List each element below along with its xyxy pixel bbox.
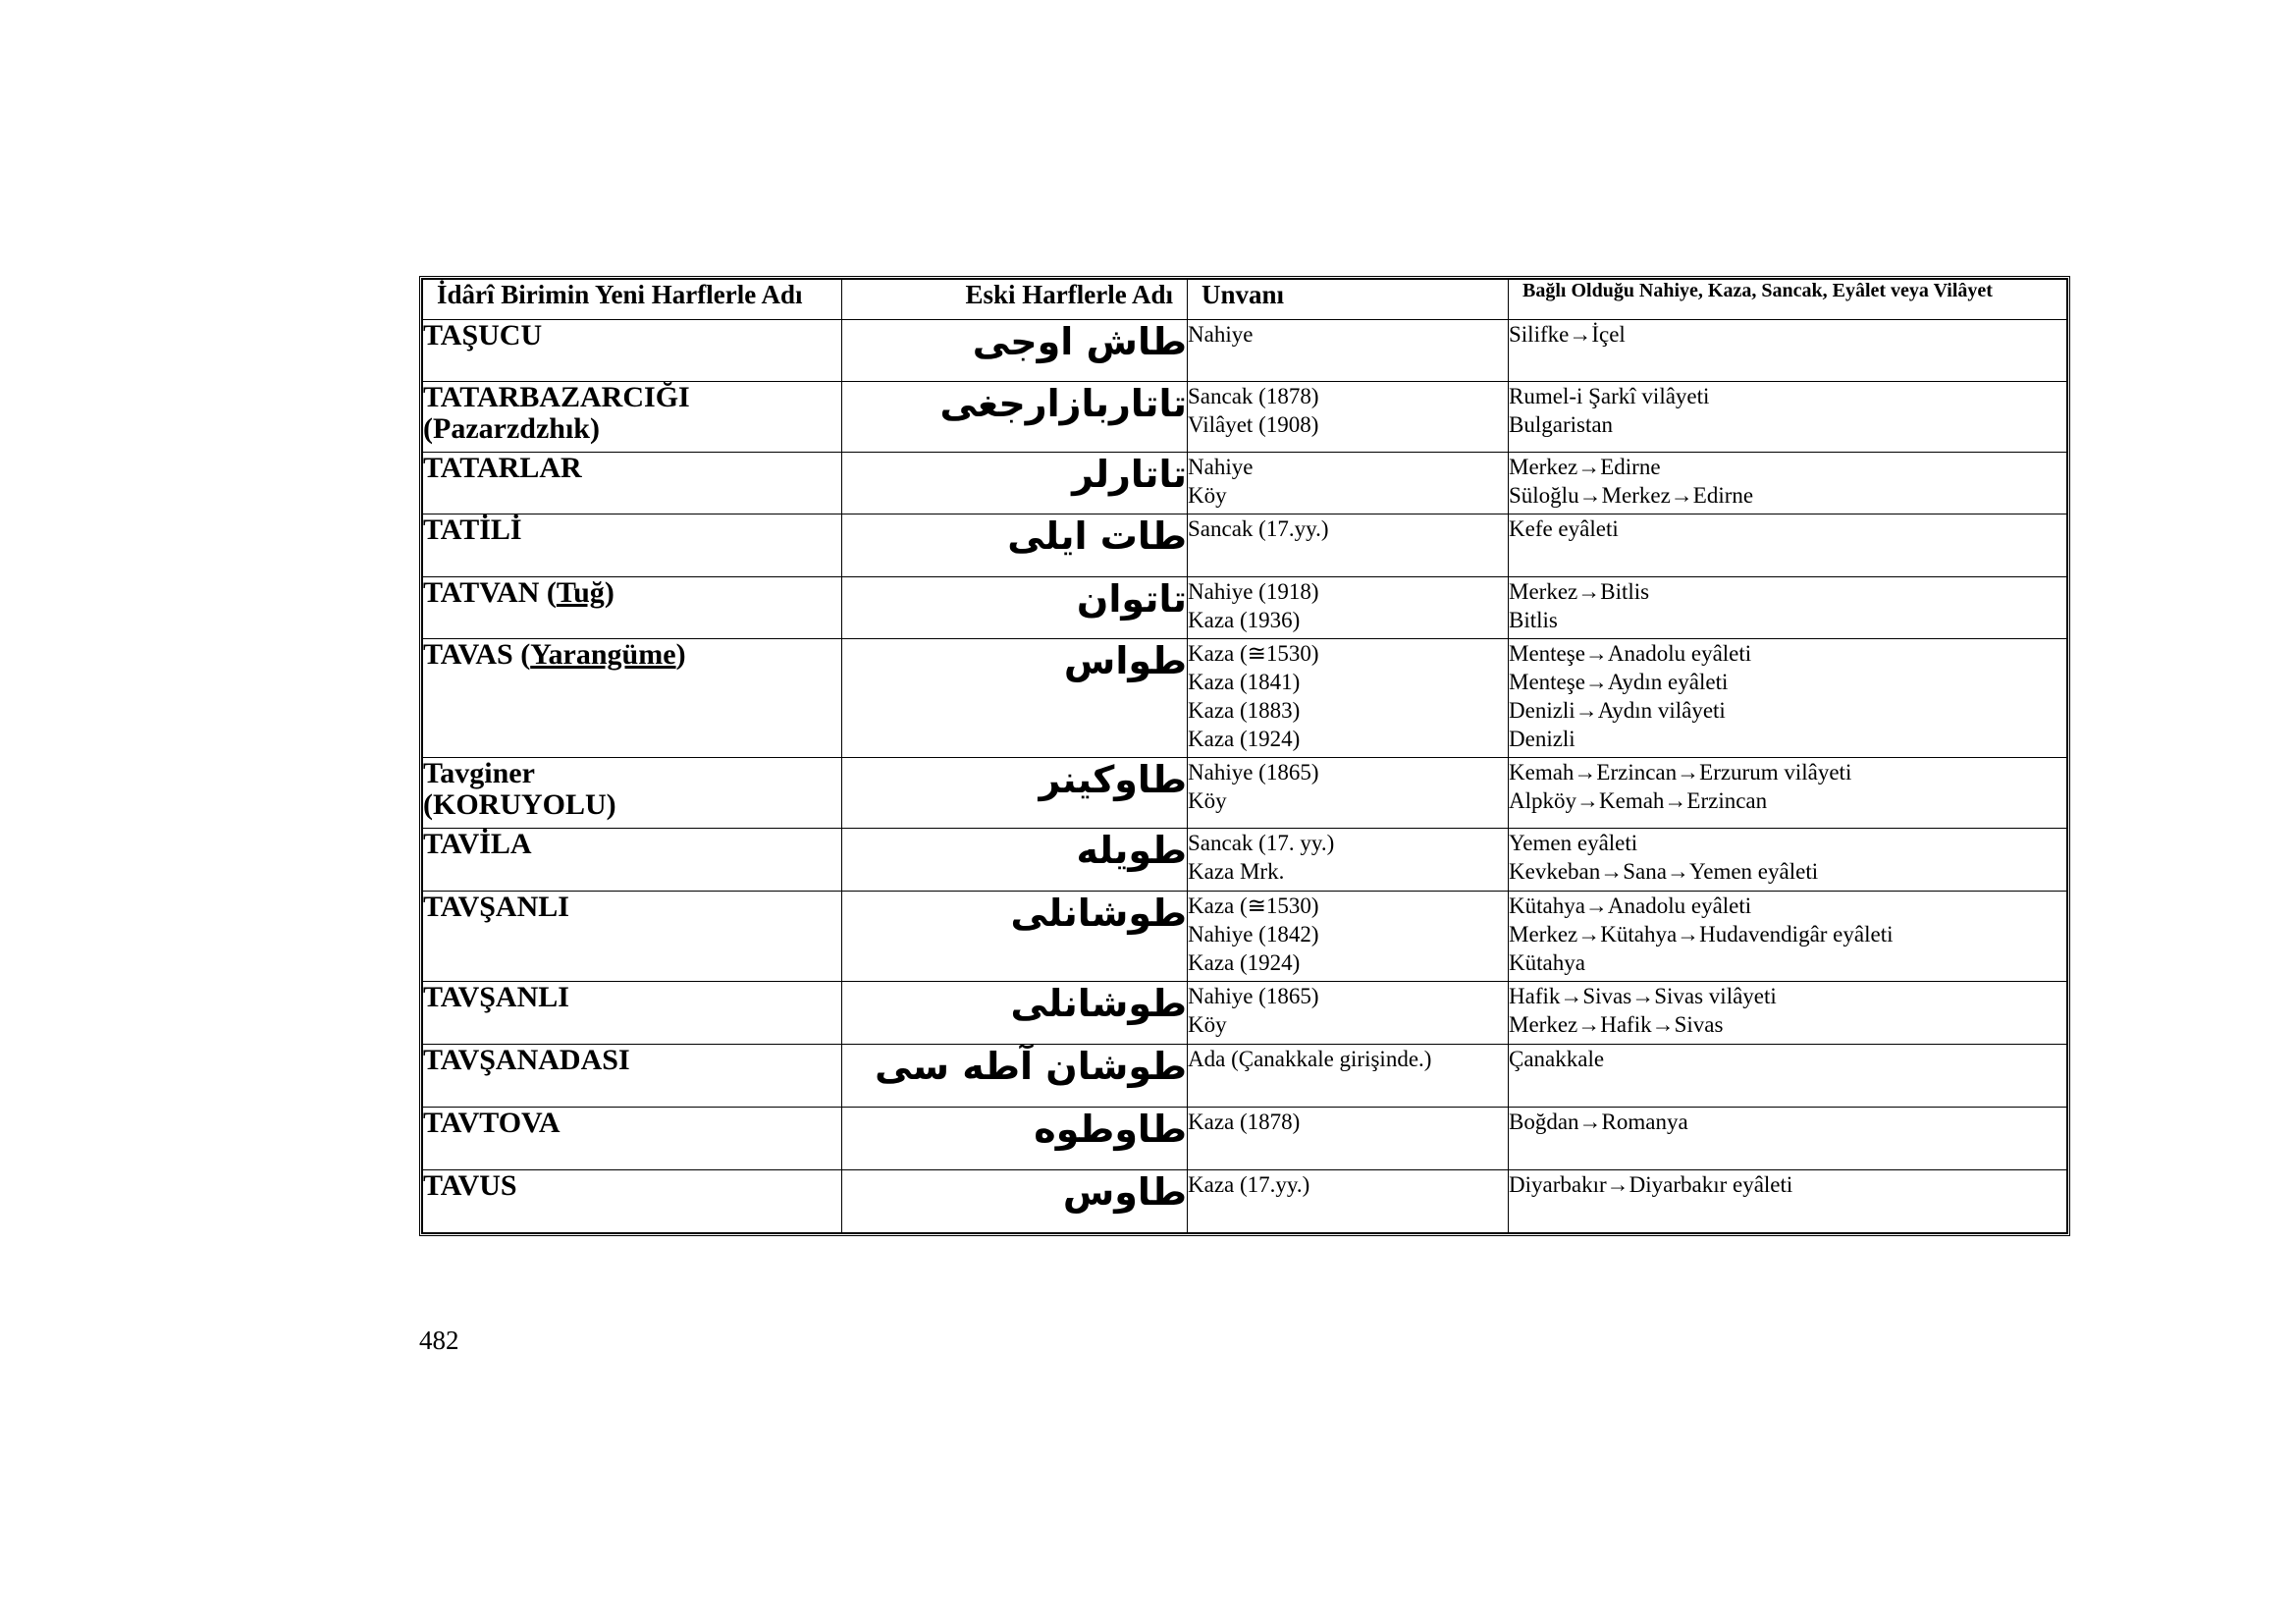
- header-row: [423, 280, 2067, 320]
- affiliation-line: Merkez→Hafik→Sivas: [1509, 1012, 1724, 1037]
- affiliation-line: Silifke→İçel: [1509, 322, 1626, 347]
- cell-new-name: [423, 514, 842, 577]
- cell-title: [1188, 1170, 1509, 1233]
- cell-affiliation: [1509, 1108, 2067, 1170]
- cell-old-name: طات ایلی: [842, 514, 1188, 577]
- title-line: Kaza (1841): [1188, 670, 1301, 694]
- title-line: Sancak (17.yy.): [1188, 516, 1329, 541]
- new-name-text: TAVAS (: [423, 638, 531, 671]
- table-row: [423, 829, 2067, 892]
- cell-new-name: [423, 453, 842, 514]
- cell-new-name: [423, 1108, 842, 1170]
- table-row: [423, 758, 2067, 829]
- affiliation-line: Çanakkale: [1509, 1047, 1605, 1071]
- cell-old-name: طوشانلی: [842, 892, 1188, 982]
- affiliation-line: Menteşe→Aydın eyâleti: [1509, 670, 1729, 694]
- cell-title: [1188, 514, 1509, 577]
- cell-affiliation: [1509, 758, 2067, 829]
- name-paren-close: ): [675, 638, 686, 671]
- cell-title: [1188, 639, 1509, 758]
- cell-old-name: طواس: [842, 639, 1188, 758]
- title-line: Kaza (1878): [1188, 1110, 1301, 1134]
- new-name-text: TAVŞANLI: [423, 981, 569, 1013]
- affiliation-line: Merkez→Kütahya→Hudavendigâr eyâleti: [1509, 922, 1894, 947]
- affiliation-line: Merkez→Bitlis: [1509, 579, 1650, 604]
- new-name-text: TATİLİ: [423, 514, 522, 546]
- cell-title: [1188, 758, 1509, 829]
- affiliation-line: Merkez→Edirne: [1509, 455, 1661, 479]
- cell-affiliation: [1509, 577, 2067, 639]
- title-line: Kaza Mrk.: [1188, 859, 1285, 884]
- cell-new-name: [423, 1170, 842, 1233]
- cell-affiliation: [1509, 1170, 2067, 1233]
- cell-affiliation: [1509, 982, 2067, 1045]
- table-body: [423, 320, 2067, 1233]
- table-row: [423, 892, 2067, 982]
- cell-title: [1188, 453, 1509, 514]
- cell-old-name: تاتوان: [842, 577, 1188, 639]
- new-name-text: TATARLAR: [423, 452, 582, 484]
- new-name-text: TAVUS: [423, 1169, 517, 1202]
- header-title: Unvanı: [1188, 280, 1509, 320]
- table-row: [423, 1045, 2067, 1108]
- affiliation-line: Denizli: [1509, 727, 1575, 751]
- header-old-name: Eski Harflerle Adı: [842, 280, 1188, 320]
- affiliation-line: Kütahya→Anadolu eyâleti: [1509, 893, 1752, 918]
- affiliation-line: Bitlis: [1509, 608, 1558, 632]
- title-line: Nahiye: [1188, 455, 1254, 479]
- new-name-text: TATVAN (: [423, 576, 557, 609]
- title-line: Kaza (1936): [1188, 608, 1301, 632]
- affiliation-line: Menteşe→Anadolu eyâleti: [1509, 641, 1752, 666]
- cell-title: [1188, 1045, 1509, 1108]
- cell-old-name: طاوطوه: [842, 1108, 1188, 1170]
- gazetteer-table: [422, 279, 2067, 1233]
- title-line: Kaza (17.yy.): [1188, 1172, 1310, 1197]
- page-number: 482: [419, 1326, 459, 1355]
- title-line: Köy: [1188, 788, 1227, 813]
- cell-title: [1188, 982, 1509, 1045]
- title-line: Sancak (17. yy.): [1188, 831, 1335, 855]
- cell-new-name: [423, 892, 842, 982]
- affiliation-line: Yemen eyâleti: [1509, 831, 1638, 855]
- table-row: [423, 320, 2067, 382]
- title-line: Nahiye: [1188, 322, 1254, 347]
- table-header: [423, 280, 2067, 320]
- alt-name-text: Tuğ: [556, 576, 605, 609]
- new-name-text: TAVŞANLI: [423, 891, 569, 923]
- table-row: [423, 1108, 2067, 1170]
- title-line: Sancak (1878): [1188, 384, 1319, 408]
- cell-old-name: تاتاربازارجغی: [842, 382, 1188, 453]
- affiliation-line: Boğdan→Romanya: [1509, 1110, 1688, 1134]
- title-line: Kaza (1883): [1188, 698, 1301, 723]
- header-new-name: İdârî Birimin Yeni Harflerle Adı: [423, 280, 842, 320]
- cell-title: [1188, 1108, 1509, 1170]
- cell-new-name: [423, 382, 842, 453]
- new-name-text: TAŞUCU: [423, 319, 543, 352]
- title-line: Köy: [1188, 483, 1227, 508]
- table-row: [423, 1170, 2067, 1233]
- new-name-second-line: (KORUYOLU): [423, 788, 616, 821]
- cell-title: [1188, 892, 1509, 982]
- cell-new-name: [423, 829, 842, 892]
- new-name-text: Tavginer: [423, 757, 535, 789]
- cell-new-name: [423, 320, 842, 382]
- new-name-text: TAVİLA: [423, 828, 532, 860]
- affiliation-line: Kefe eyâleti: [1509, 516, 1619, 541]
- cell-old-name: طوشان آطه سی: [842, 1045, 1188, 1108]
- cell-title: [1188, 382, 1509, 453]
- cell-old-name: طوشانلی: [842, 982, 1188, 1045]
- header-affiliation: Bağlı Olduğu Nahiye, Kaza, Sancak, Eyâlet veya Vilâyet: [1509, 280, 2067, 320]
- cell-affiliation: [1509, 514, 2067, 577]
- table-row: [423, 382, 2067, 453]
- title-line: Nahiye (1842): [1188, 922, 1319, 947]
- alt-name-text: Yarangüme: [530, 638, 676, 671]
- cell-title: [1188, 577, 1509, 639]
- title-line: Kaza (≅1530): [1188, 641, 1319, 666]
- table-row: [423, 453, 2067, 514]
- affiliation-line: Diyarbakır→Diyarbakır eyâleti: [1509, 1172, 1793, 1197]
- cell-new-name: [423, 639, 842, 758]
- affiliation-line: Rumel-i Şarkî vilâyeti: [1509, 384, 1710, 408]
- new-name-text: TAVŞANADASI: [423, 1044, 630, 1076]
- cell-affiliation: [1509, 382, 2067, 453]
- affiliation-line: Süloğlu→Merkez→Edirne: [1509, 483, 1754, 508]
- cell-old-name: طاش اوجی: [842, 320, 1188, 382]
- name-paren-close: ): [604, 576, 614, 609]
- cell-new-name: [423, 1045, 842, 1108]
- new-name-second-line: (Pazarzdzhık): [423, 412, 600, 445]
- title-line: Kaza (1924): [1188, 727, 1301, 751]
- table-row: [423, 639, 2067, 758]
- title-line: Nahiye (1865): [1188, 760, 1319, 785]
- cell-old-name: طاوکینر: [842, 758, 1188, 829]
- title-line: Nahiye (1865): [1188, 984, 1319, 1008]
- cell-new-name: [423, 577, 842, 639]
- affiliation-line: Kemah→Erzincan→Erzurum vilâyeti: [1509, 760, 1852, 785]
- cell-title: [1188, 829, 1509, 892]
- gazetteer-table-frame: [419, 276, 2070, 1236]
- cell-old-name: طاوس: [842, 1170, 1188, 1233]
- affiliation-line: Hafik→Sivas→Sivas vilâyeti: [1509, 984, 1777, 1008]
- new-name-text: TAVTOVA: [423, 1107, 561, 1139]
- affiliation-line: Kütahya: [1509, 950, 1585, 975]
- affiliation-line: Kevkeban→Sana→Yemen eyâleti: [1509, 859, 1819, 884]
- cell-affiliation: [1509, 320, 2067, 382]
- cell-affiliation: [1509, 829, 2067, 892]
- table-row: [423, 514, 2067, 577]
- title-line: Nahiye (1918): [1188, 579, 1319, 604]
- title-line: Kaza (≅1530): [1188, 893, 1319, 918]
- cell-affiliation: [1509, 892, 2067, 982]
- affiliation-line: Bulgaristan: [1509, 412, 1614, 437]
- cell-affiliation: [1509, 1045, 2067, 1108]
- cell-title: [1188, 320, 1509, 382]
- cell-new-name: [423, 982, 842, 1045]
- cell-old-name: طویله: [842, 829, 1188, 892]
- cell-new-name: [423, 758, 842, 829]
- table-row: [423, 982, 2067, 1045]
- title-line: Kaza (1924): [1188, 950, 1301, 975]
- cell-old-name: تاتارلر: [842, 453, 1188, 514]
- affiliation-line: Denizli→Aydın vilâyeti: [1509, 698, 1726, 723]
- cell-affiliation: [1509, 639, 2067, 758]
- cell-affiliation: [1509, 453, 2067, 514]
- new-name-text: TATARBAZARCIĞI: [423, 381, 690, 413]
- title-line: Ada (Çanakkale girişinde.): [1188, 1047, 1432, 1071]
- table-row: [423, 577, 2067, 639]
- title-line: Vilâyet (1908): [1188, 412, 1319, 437]
- affiliation-line: Alpköy→Kemah→Erzincan: [1509, 788, 1768, 813]
- title-line: Köy: [1188, 1012, 1227, 1037]
